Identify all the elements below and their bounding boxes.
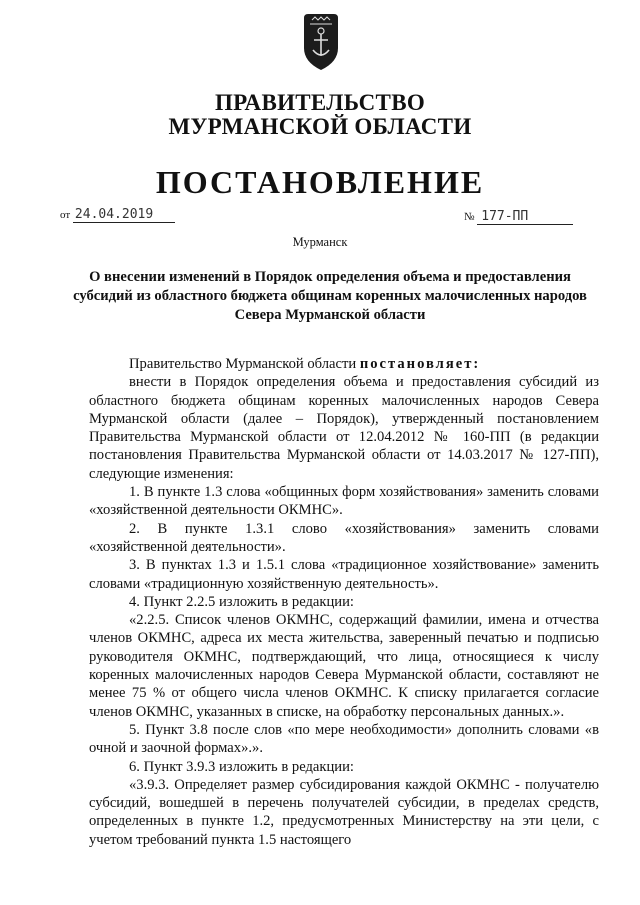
body-paragraph: 1. В пункте 1.3 слова «общинных форм хозяйствования» заменить словами «хозяйственной деятельности ОКМНС». [89,484,599,519]
document-type: ПОСТАНОВЛЕНИЕ [155,164,485,200]
date-prefix: от [60,209,71,221]
body-paragraph: «3.9.3. Определяет размер субсидирования каждой ОКМНС - получателю субсидий, вошедшей в перечень получателей субсидии, в пределах средств, определенных в пункте 1.2, предусмотренных Министерству на эти цели, с учетом требований пункта 1.5 настоящего [89,776,599,848]
body-paragraph: 4. Пункт 2.2.5 изложить в редакции: [129,593,354,610]
intro-paragraph [89,355,599,373]
coat-of-arms-icon [300,12,342,72]
intro-lead: Правительство Мурманской области [129,356,357,372]
date-field [60,207,175,223]
city: Мурманск [292,235,348,249]
intro-verb: постановляет: [359,356,481,372]
number-field [464,209,573,225]
body-paragraph: 5. Пункт 3.8 после слов «по мере необходимости» дополнить словами «в очной и заочной формах».». [89,721,599,757]
document-subject: О внесении изменений в Порядок определения объема и предоставления субсидий из областного бюджета общинам коренных малочисленных народов Севера Мурманской области [73,269,587,323]
body-paragraph: «2.2.5. Список членов ОКМНС, содержащий фамилии, имена и отчества членов ОКМНС, адреса их места жительства, заверенный печатью и подписью руководителя ОКМНС, подтверждающий, что лица, относящиеся к числу коренных малочисленных народов Севера Мурманской области, составляют не менее 75 % от общего числа членов ОКМНС. К списку прилагается согласие членов ОКМНС, указанных в списке, на обработку персональных данных.». [89,612,599,720]
body-paragraph: 2. В пункте 1.3.1 слово «хозяйствования» заменить словами «хозяйственной деятельности». [89,520,599,555]
date-value: 24.04.2019 [73,207,175,223]
org-name-line1: ПРАВИТЕЛЬСТВО [214,90,426,115]
body-paragraph: 3. В пунктах 1.3 и 1.5.1 слова «традиционное хозяйствование» заменить словами «традиционную хозяйственную деятельность». [89,557,599,592]
document-body [89,355,599,849]
body-paragraph: 6. Пункт 3.9.3 изложить в редакции: [129,758,354,775]
org-name-line2: МУРМАНСКОЙ ОБЛАСТИ [168,114,472,139]
number-value: 177-ПП [477,209,573,225]
number-prefix: № [464,211,475,223]
body-paragraph: внести в Порядок определения объема и предоставления субсидий из областного бюджета общинам коренных малочисленных народов Севера Мурманской области (далее – Порядок), утвержденный постановлением Правительства Мурманской области от 12.04.2012 № 160-ПП (в редакции постановления Правительства Мурманской области от 14.03.2017 № 127-ПП), следующие изменения: [89,374,599,482]
